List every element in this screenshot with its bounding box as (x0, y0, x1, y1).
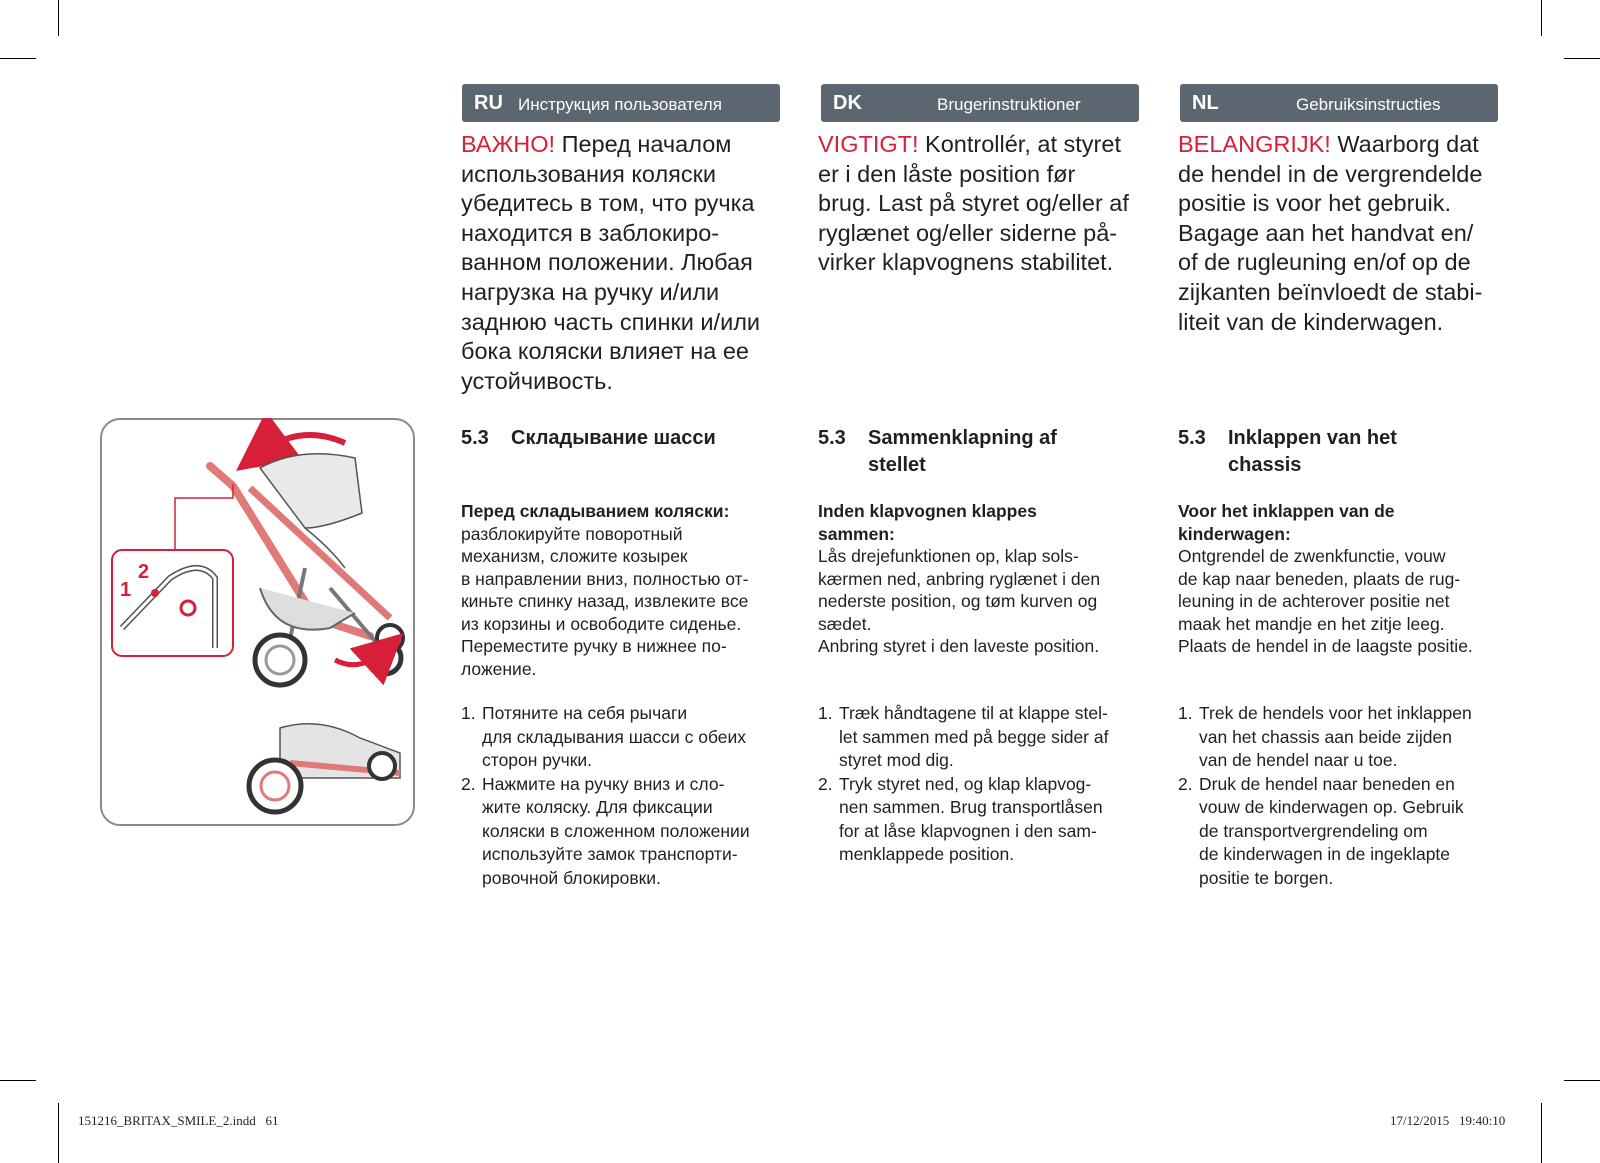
wheel-icon (249, 760, 301, 812)
lang-header-nl (1180, 84, 1498, 122)
lang-code: RU (474, 92, 503, 114)
warning-label: ВАЖНО! (461, 131, 556, 157)
lang-header-dk (821, 84, 1139, 122)
warning-label: VIGTIGT! (818, 131, 919, 157)
lang-header-ru (462, 84, 780, 122)
section-title: Складывание шасси (511, 427, 716, 449)
stroller-drawing (100, 418, 415, 826)
intro-heading: Voor het inklappen van de kinderwagen: (1178, 501, 1395, 544)
section-title: Sammenklapning af stellet (868, 427, 1057, 476)
intro-text: Ontgrendel de zwenkfunctie, vouw de kap naar beneden, plaats de rug- leuning in de achterover positie net maak het mandje en het zitje leeg. Plaats de hendel in de laagste positie. (1178, 546, 1473, 656)
list-item: 2. Tryk styret ned, og klap klapvog- nen sammen. Brug transportlåsen for at låse klapvognen i den sam- menklappede position. (818, 773, 1103, 864)
lang-code: NL (1192, 92, 1219, 114)
lang-title: Инструкция пользователя (518, 95, 722, 114)
warning-label: BELANGRIJK! (1178, 131, 1331, 157)
list-item: 2. Нажмите на ручку вниз и сло- жите коляску. Для фиксации коляски в сложенном положении используйте замок транспорти- ровочной блокировки. (461, 773, 750, 888)
crop-mark (0, 1080, 36, 1081)
crop-mark (1541, 0, 1542, 36)
canopy-shape (260, 453, 362, 527)
steps-nl (1178, 702, 1508, 890)
warning-dk: VIGTIGT! Kontrollér, at styret er i den låste position før brug. Last på styret og/eller af ryglænet og/eller siderne på- virker klapvognens stabilitet. (818, 131, 1129, 276)
lang-title: Gebruiksinstructies (1296, 95, 1441, 114)
steps-ru (461, 702, 791, 890)
intro-text: Lås drejefunktionen op, klap sols- kærmen ned, anbring ryglænet i den nederste position, og tøm kurven og sædet. Anbring styret i den laveste position. (818, 546, 1101, 656)
wheel-icon (255, 635, 305, 685)
steps-dk (818, 702, 1148, 867)
section-number: 5.3 (1178, 427, 1206, 449)
section-title: Inklappen van het chassis (1228, 427, 1397, 476)
intro-text: разблокируйте поворотный механизм, сложите козырек в направлении вниз, полностью от- киньте спинку назад, извлеките все из корзины и освободите сиденье. Переместите ручку в нижнее по- ложение. (461, 523, 749, 679)
crop-mark (58, 1103, 59, 1163)
list-item: 1. Træk håndtagene til at klappe stel- let sammen med på begge sider af styret mod dig. (818, 703, 1109, 770)
crop-mark (1564, 58, 1600, 59)
lang-title: Brugerinstruktioner (937, 95, 1081, 114)
print-slug-left: 151216_BRITAX_SMILE_2.indd 61 (78, 1113, 279, 1128)
step-label-1: 1 (119, 578, 131, 601)
warning-ru: ВАЖНО! Перед началом использования коляски убедитесь в том, что ручка находится в заблокиро- ванном положении. Любая нагрузка на ручку и/или заднюю часть спинки и/или бока коляски влияет на ее устойчивость. (461, 131, 761, 394)
section-number: 5.3 (461, 427, 489, 449)
section-number: 5.3 (818, 427, 846, 449)
intro-heading: Inden klapvognen klappes sammen: (818, 501, 1037, 544)
crop-mark (58, 0, 59, 36)
intro-dk (818, 500, 1148, 658)
list-item: 1. Потяните на себя рычаги для складывания шасси с обеих сторон ручки. (461, 703, 747, 770)
intro-nl (1178, 500, 1508, 658)
stroller-fold-illustration (100, 418, 415, 826)
list-item: 2. Druk de hendel naar beneden en vouw de kinderwagen op. Gebruik de transportvergrendeling om de kinderwagen in de ingeklapte positie te borgen. (1178, 773, 1464, 888)
step-label-2: 2 (137, 560, 149, 583)
warning-nl: BELANGRIJK! Waarborg dat de hendel in de vergrendelde positie is voor het gebruik. Bagage aan het handvat en/ of de rugleuning en/of op de zijkanten beïnvloedt de stabi- liteit van de kinderwagen. (1178, 131, 1483, 335)
crop-mark (0, 58, 36, 59)
crop-mark (1541, 1103, 1542, 1163)
print-slug-right: 17/12/2015 19:40:10 (1390, 1113, 1506, 1128)
lang-code: DK (833, 92, 862, 114)
rotate-arrow-icon (260, 435, 345, 453)
crop-mark (1564, 1080, 1600, 1081)
intro-ru (461, 500, 791, 680)
list-item: 1. Trek de hendels voor het inklappen van het chassis aan beide zijden van de hendel naar u toe. (1178, 703, 1472, 770)
intro-heading: Перед складыванием коляски: (461, 501, 730, 521)
